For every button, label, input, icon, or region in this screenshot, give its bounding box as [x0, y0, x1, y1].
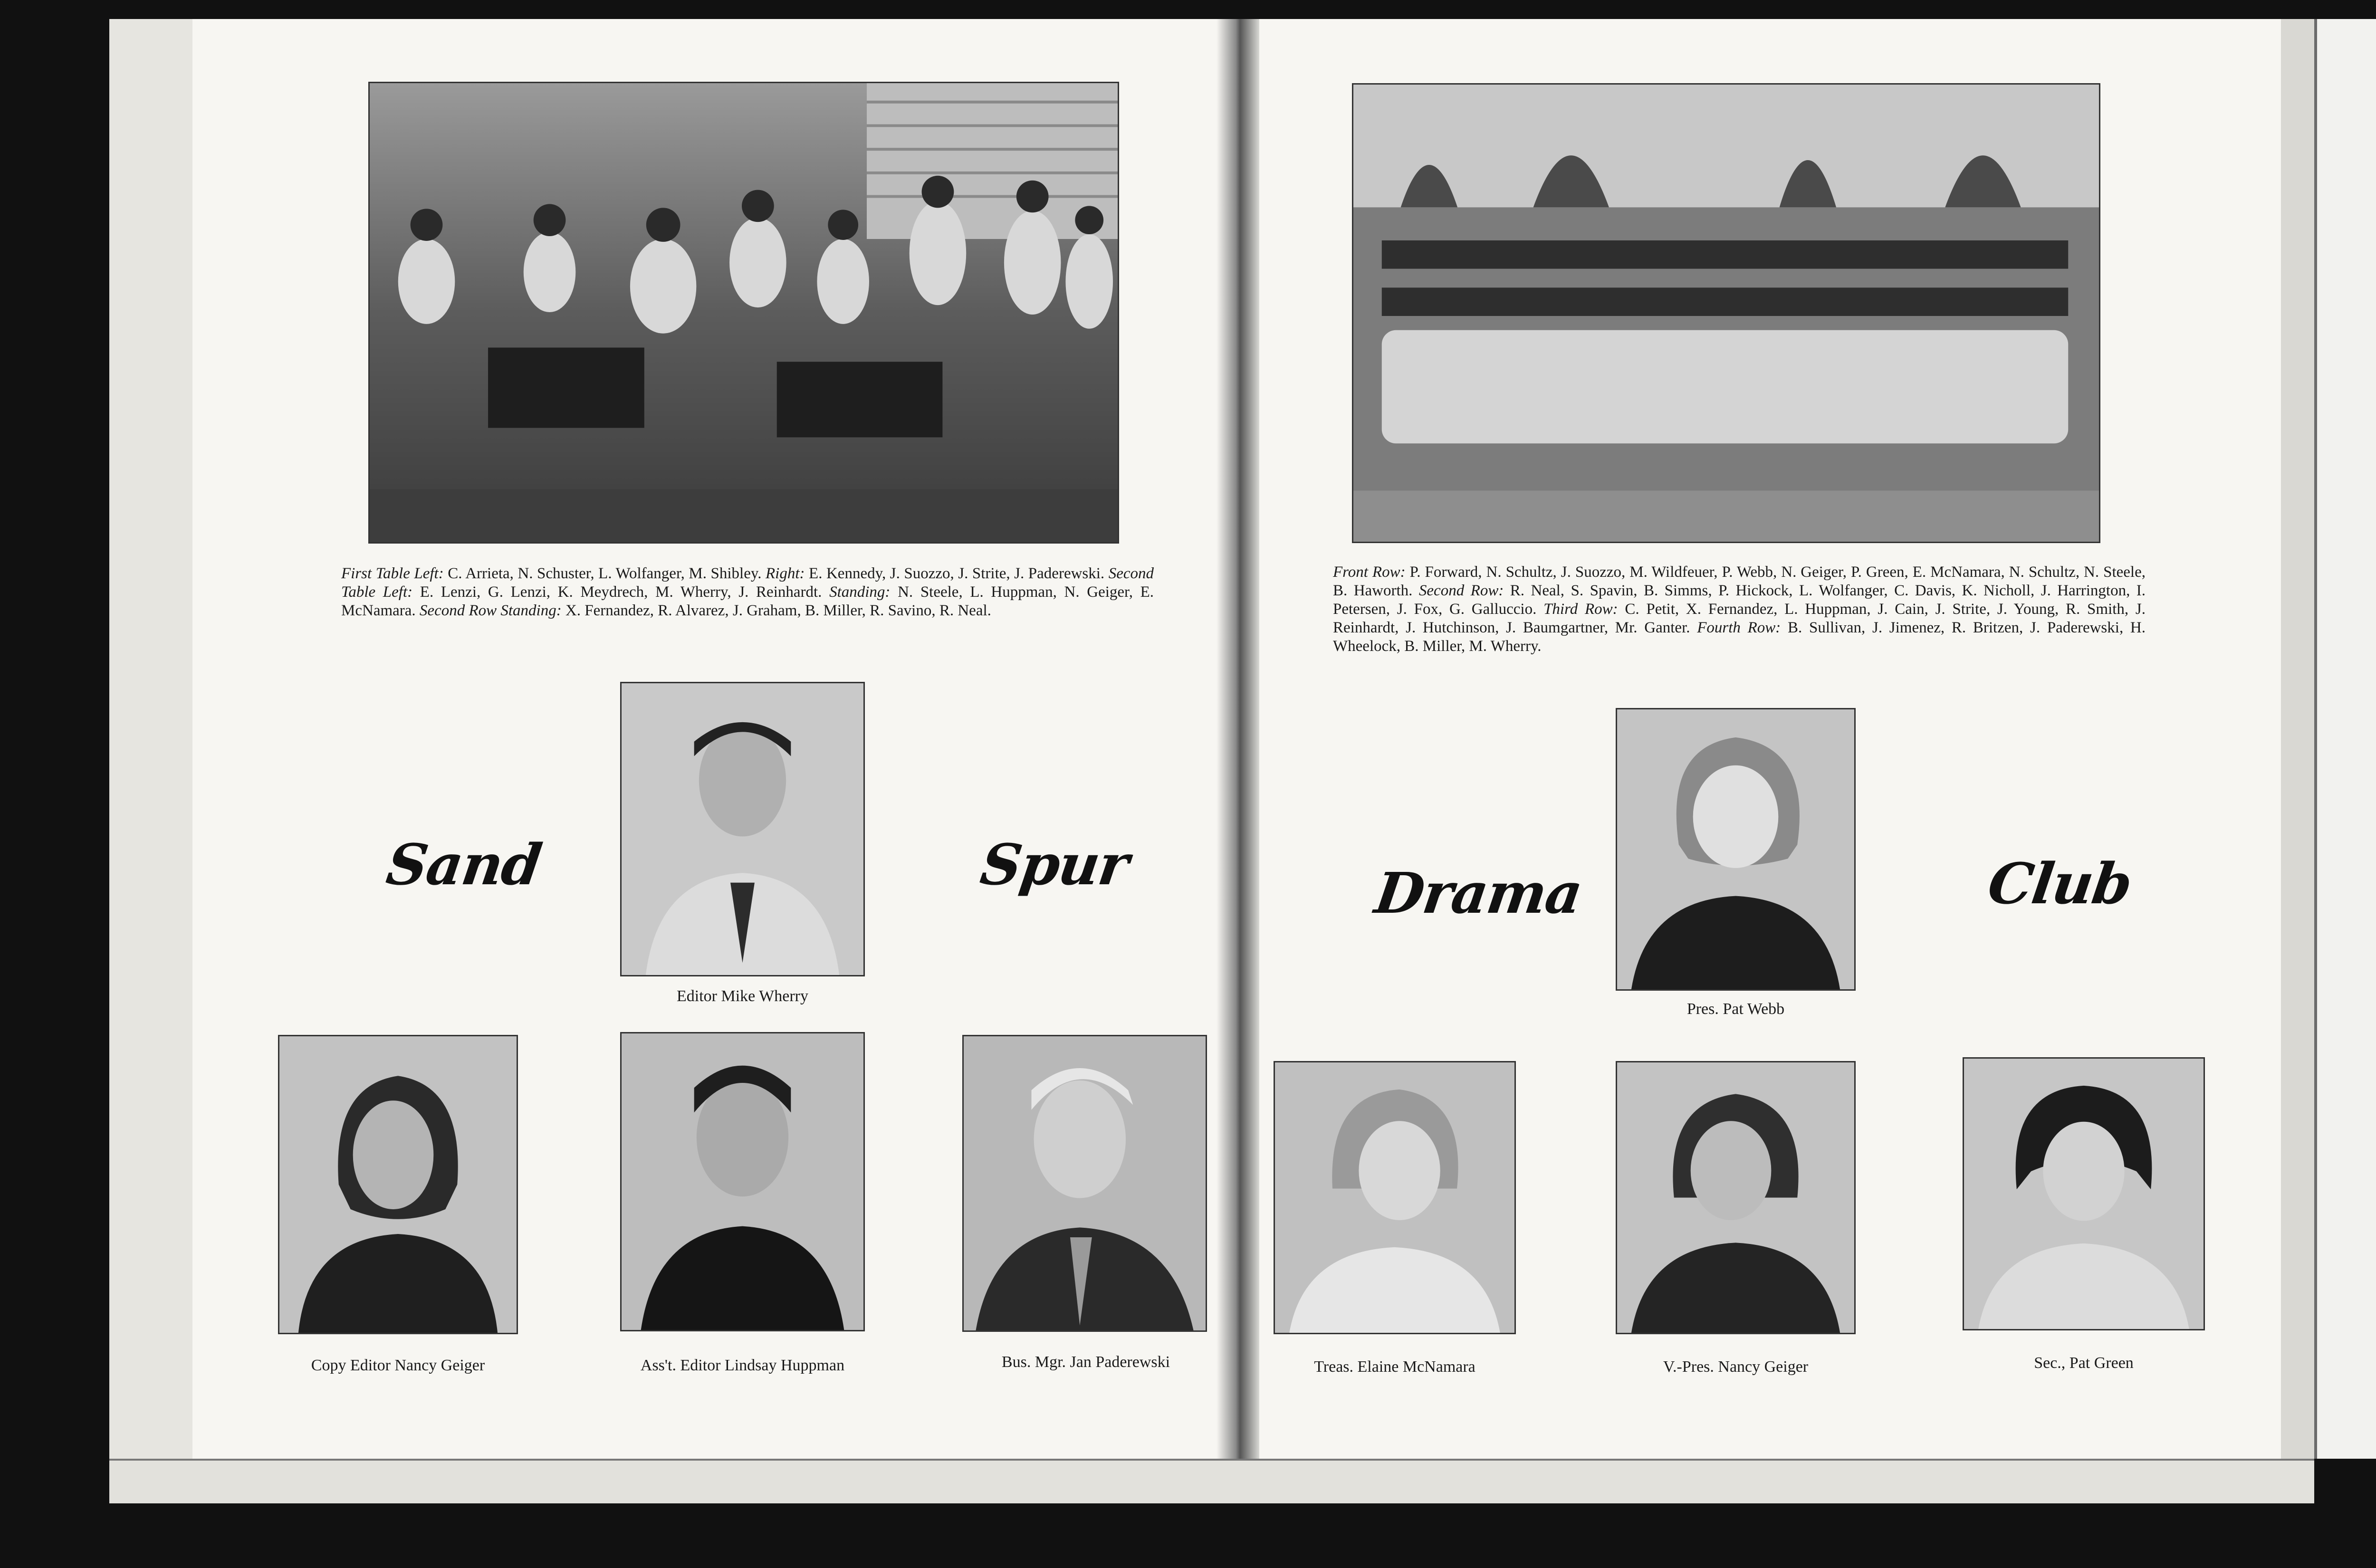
- caption-label: First Table Left:: [341, 565, 444, 582]
- caption-president: Pres. Pat Webb: [1686, 1000, 1785, 1018]
- caption-label: Fourth Row:: [1697, 619, 1781, 636]
- portrait-president-photo: [1616, 708, 1856, 991]
- sand-spur-staff-group-photo: [368, 82, 1119, 544]
- caption-label: Second Row:: [1418, 582, 1504, 599]
- caption-label: Second Row Standing:: [419, 602, 562, 619]
- caption-names: E. Kennedy, J. Suozzo, J. Strite, J. Paderewski.: [805, 565, 1109, 582]
- caption-bus-mgr: Bus. Mgr. Jan Paderewski: [1001, 1353, 1170, 1371]
- caption-copy-editor: Copy Editor Nancy Geiger: [311, 1357, 485, 1374]
- caption-names: E. Lenzi, G. Lenzi, K. Meydrech, M. Wherry, J. Reinhardt.: [412, 583, 830, 601]
- caption-label: Front Row:: [1333, 564, 1406, 581]
- caption-label: Third Row:: [1543, 601, 1618, 618]
- portrait-asst-editor-photo: [620, 1032, 865, 1331]
- drama-club-group-caption: [1333, 563, 2146, 656]
- caption-names: P. Forward, N. Schultz, J. Suozzo, M. Wildfeuer, P. Webb, N. Geiger, P. Green, E. McNamara, N. Schultz, N. Steele, B. Haworth.: [1333, 564, 2146, 599]
- back-cover-edge: [2314, 19, 2376, 1459]
- caption-secretary: Sec., Pat Green: [2034, 1354, 2134, 1372]
- caption-treasurer: Treas. Elaine McNamara: [1314, 1358, 1475, 1376]
- caption-names: C. Petit, X. Fernandez, L. Huppman, J. Cain, J. Strite, J. Young, R. Smith, J. Reinhardt, J. Hutchinson, J. Baumgartner, Mr. Ganter.: [1333, 601, 2146, 636]
- right-page-edge: [2281, 19, 2314, 1459]
- caption-names: C. Arrieta, N. Schuster, L. Wolfanger, M. Shibley.: [443, 565, 766, 582]
- portrait-bus-mgr-photo: [962, 1035, 1207, 1332]
- caption-asst-editor: Ass't. Editor Lindsay Huppman: [640, 1357, 845, 1374]
- portrait-vice-president-photo: [1616, 1061, 1856, 1334]
- left-page-margin-strip: [109, 19, 192, 1459]
- portrait-copy-editor-photo: [278, 1035, 518, 1334]
- title-word-club: Club: [1984, 851, 2136, 917]
- book-gutter: [1217, 19, 1259, 1459]
- title-word-spur: Spur: [977, 832, 1132, 898]
- portrait-secretary-photo: [1963, 1057, 2205, 1330]
- portrait-editor-photo: [620, 682, 865, 976]
- caption-names: N. Steele, L. Huppman, N. Geiger, E. McNamara.: [341, 583, 1154, 619]
- book-bottom-edge: [109, 1459, 2314, 1503]
- caption-label: Second Table Left:: [341, 565, 1154, 601]
- sand-spur-group-caption: [341, 564, 1154, 620]
- drama-club-group-photo: [1352, 83, 2100, 543]
- portrait-treasurer-photo: [1274, 1061, 1516, 1334]
- caption-label: Standing:: [829, 583, 891, 601]
- caption-names: B. Sullivan, J. Jimenez, R. Britzen, J. Paderewski, H. Wheelock, B. Miller, M. Wherry.: [1333, 619, 2146, 655]
- caption-names: X. Fernandez, R. Alvarez, J. Graham, B. Miller, R. Savino, R. Neal.: [561, 602, 991, 619]
- title-word-drama: Drama: [1371, 860, 1586, 926]
- caption-label: Right:: [766, 565, 805, 582]
- caption-names: R. Neal, S. Spavin, B. Simms, P. Hickock, L. Wolfanger, C. Davis, K. Nicholl, J. Harrington, I. Petersen, J. Fox, G. Galluccio.: [1333, 582, 2146, 618]
- title-word-sand: Sand: [383, 832, 545, 898]
- caption-vice-president: V.-Pres. Nancy Geiger: [1663, 1358, 1809, 1376]
- caption-editor: Editor Mike Wherry: [677, 987, 808, 1005]
